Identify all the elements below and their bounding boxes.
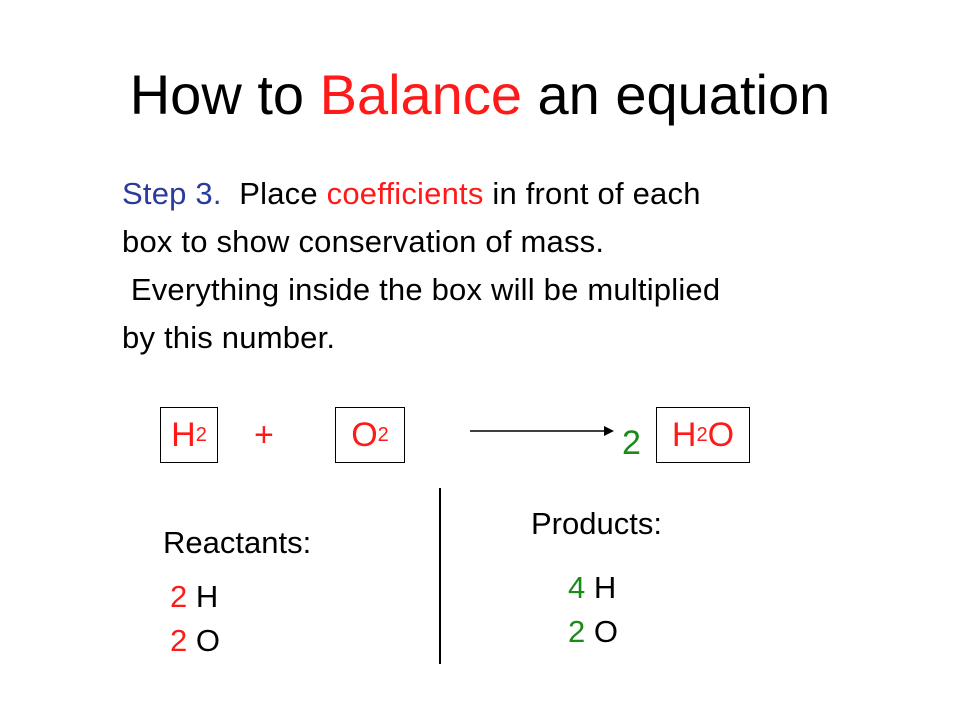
reactant-element: H (195, 579, 219, 614)
plus-sign: + (254, 416, 274, 454)
title-part-2: an equation (521, 63, 831, 126)
reaction-arrow (468, 420, 618, 440)
reactant-box-h2: H 2 (160, 407, 218, 463)
reactant-box-o2: O 2 (335, 407, 405, 463)
reactant-2-symbol: O (351, 415, 378, 454)
product-count-row (568, 566, 618, 610)
step-text-b: in front of each (483, 176, 701, 211)
product-count-row (568, 610, 618, 654)
step-instructions (122, 170, 862, 362)
step-text-a: Place (221, 176, 327, 211)
step-line-3: Everything inside the box will be multiplied (122, 272, 721, 307)
step-line-2: box to show conservation of mass. (122, 224, 605, 259)
product-element: O (593, 614, 618, 649)
column-divider (439, 488, 441, 664)
products-list (568, 566, 618, 654)
product-count: 2 (568, 614, 586, 649)
reactant-count: 2 (170, 623, 188, 658)
product-symbol-2: O (707, 415, 735, 454)
reactant-element: O (195, 623, 220, 658)
reactants-heading: Reactants: (163, 525, 312, 560)
reactant-1-symbol: H (171, 415, 196, 454)
product-coefficient: 2 (622, 424, 641, 462)
slide-title (0, 60, 960, 130)
reactants-list (170, 575, 220, 663)
products-heading: Products: (531, 506, 662, 541)
product-count: 4 (568, 570, 586, 605)
reactant-count: 2 (170, 579, 188, 614)
step-highlight: coefficients (326, 176, 484, 211)
title-part-1: How to (129, 63, 320, 126)
product-box-h2o: H 2 O (656, 407, 750, 463)
step-number: Step 3. (122, 176, 222, 211)
product-element: H (593, 570, 617, 605)
product-symbol-1: H (671, 415, 697, 454)
step-line-1 (122, 170, 862, 218)
step-line-4: by this number. (122, 320, 336, 355)
reactant-count-row (170, 575, 220, 619)
title-highlight: Balance (319, 63, 522, 126)
reactant-count-row (170, 619, 220, 663)
